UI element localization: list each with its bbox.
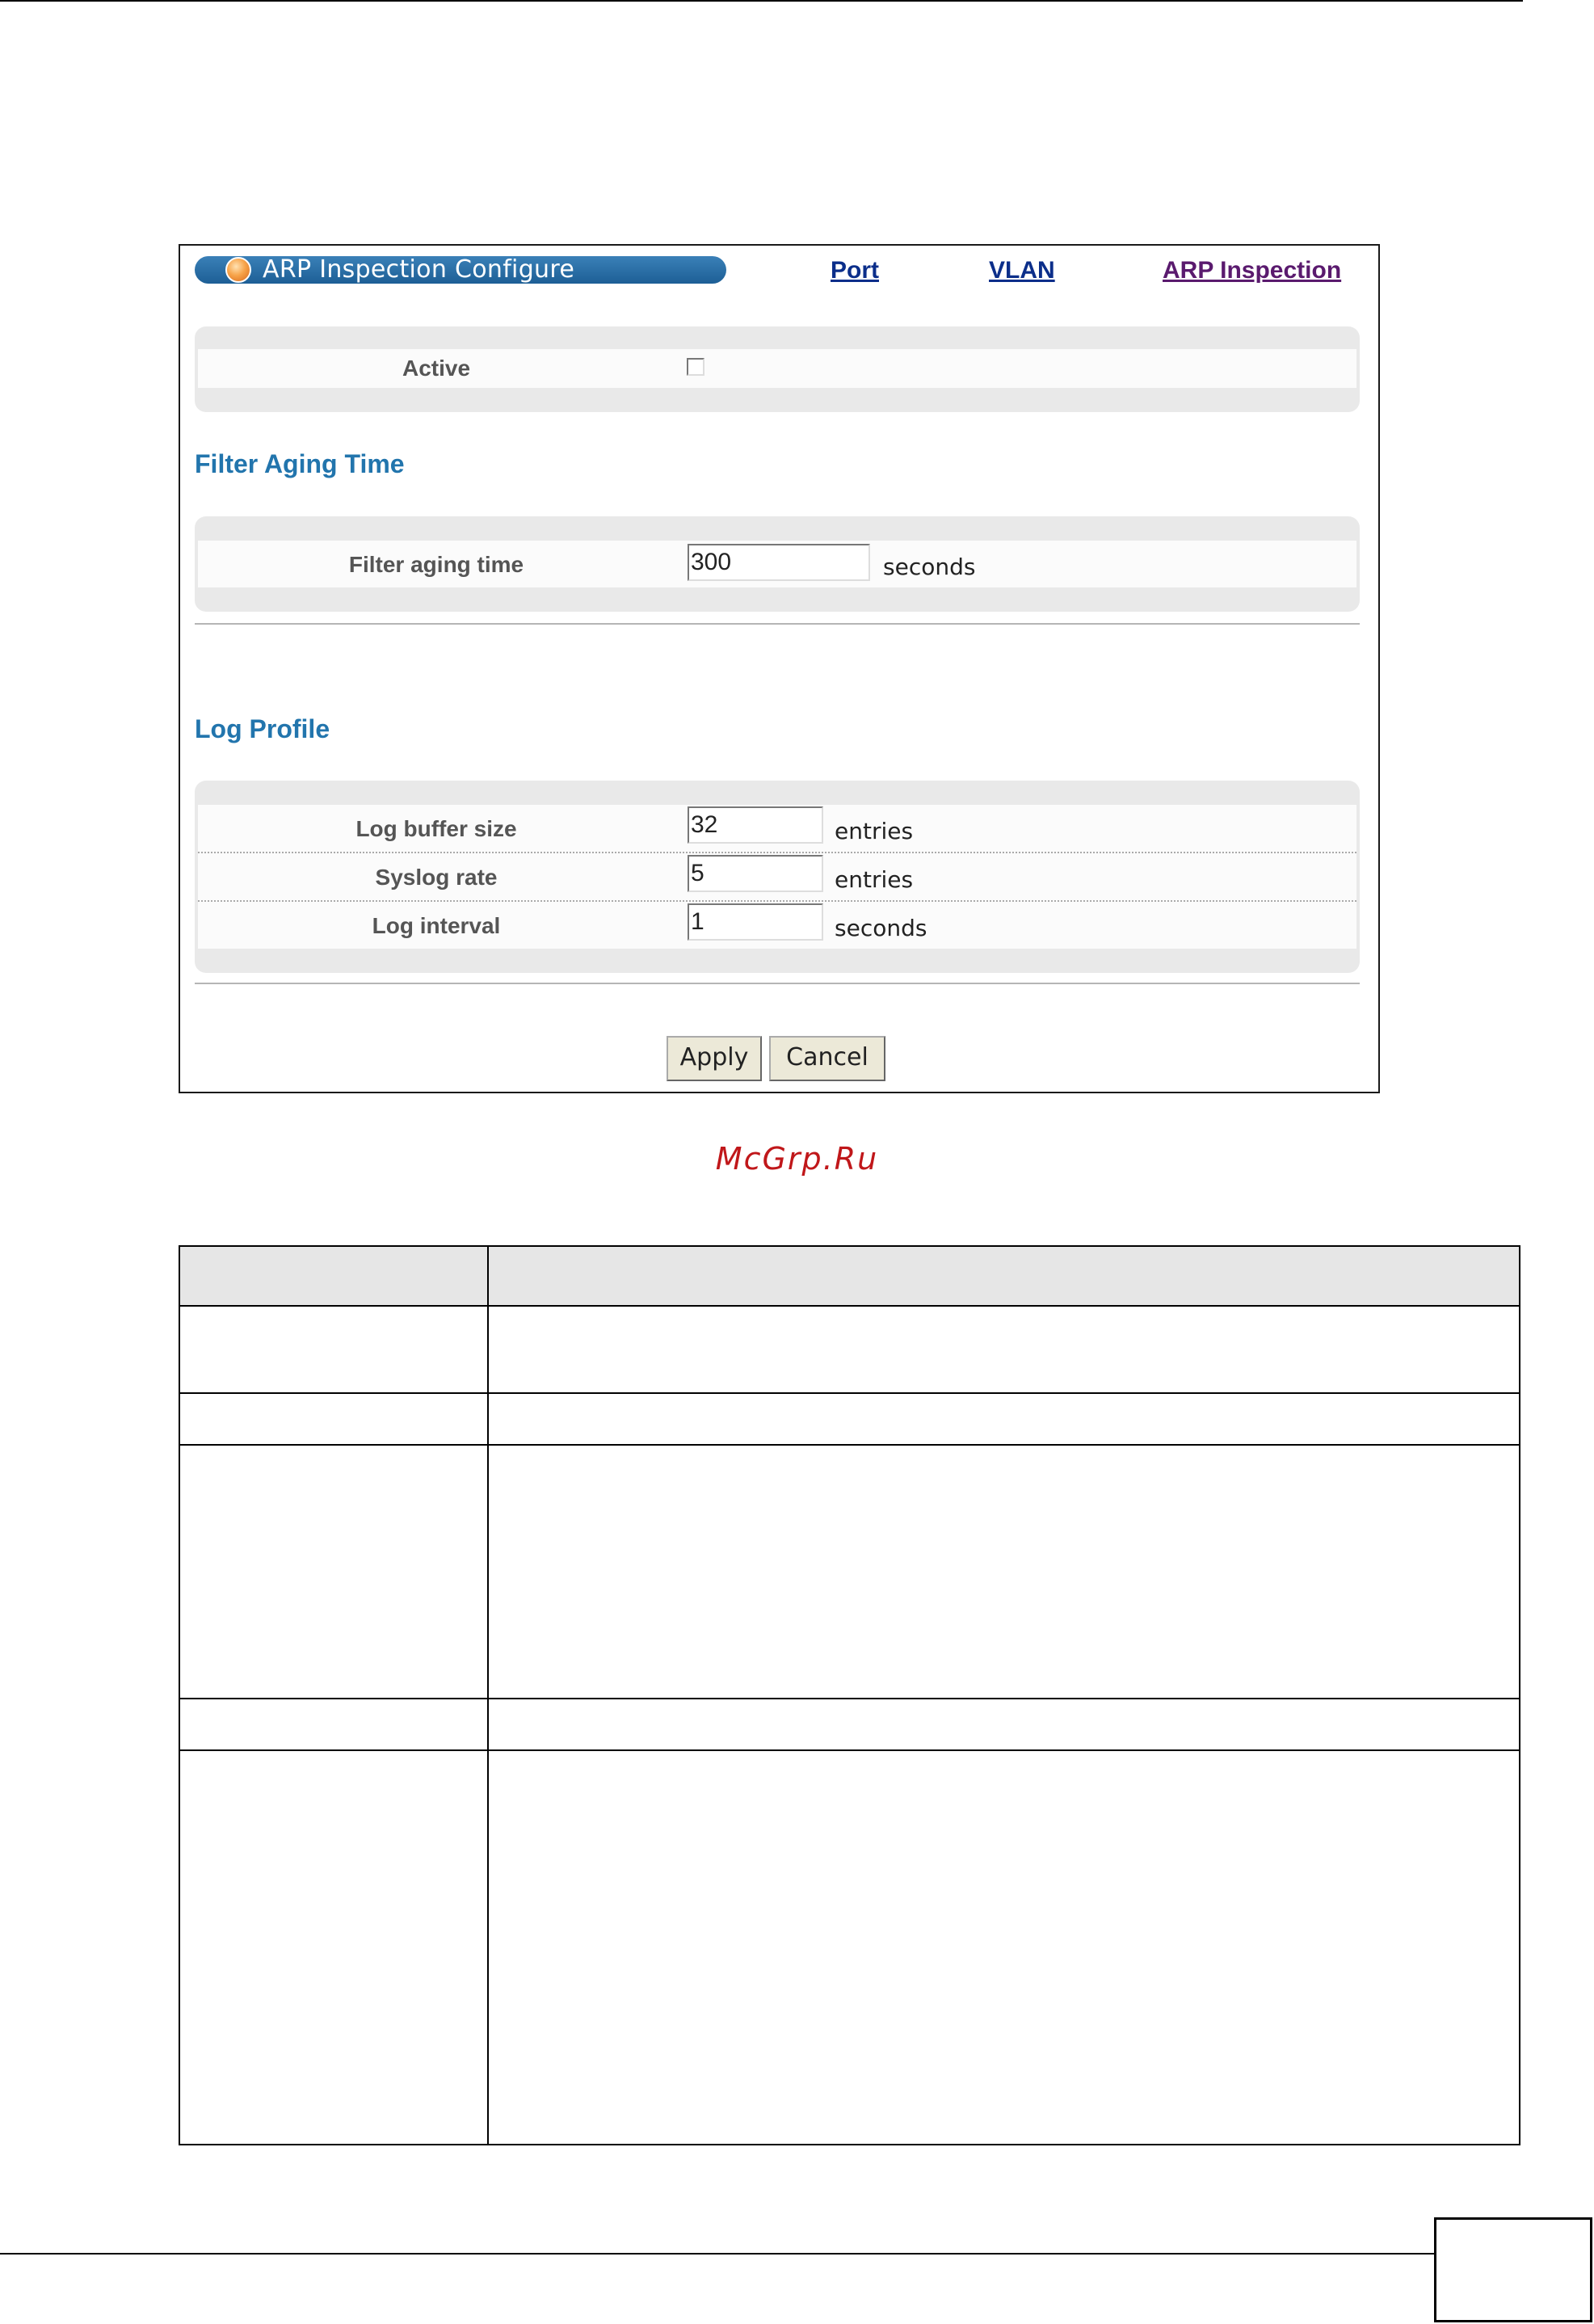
- syslog-rate-row: [198, 853, 1356, 902]
- active-row: [198, 349, 1356, 388]
- filter-aging-label: Filter aging time: [348, 552, 524, 577]
- page-number-box: [1434, 2217, 1592, 2322]
- log-profile-section-title: Log Profile: [195, 714, 330, 743]
- nav-link-port[interactable]: Port: [831, 257, 879, 284]
- log-interval-unit: seconds: [835, 915, 927, 941]
- page-title: ARP Inspection Configure: [263, 255, 575, 284]
- table-row: [179, 1699, 1520, 1750]
- nav-link-vlan[interactable]: VLAN: [989, 257, 1055, 284]
- orange-orb-icon: [225, 257, 251, 283]
- top-rule: [0, 0, 1523, 2]
- filter-aging-section-title: Filter Aging Time: [195, 449, 405, 478]
- table-header-cell: [488, 1246, 1520, 1306]
- table-row: [179, 1750, 1520, 2145]
- syslog-rate-input[interactable]: 5: [688, 855, 823, 892]
- log-buffer-row: [198, 805, 1356, 853]
- divider: [195, 623, 1360, 625]
- log-interval-row: [198, 902, 1356, 949]
- apply-button[interactable]: Apply: [667, 1036, 762, 1081]
- filter-aging-row: [198, 541, 1356, 587]
- active-panel: [195, 326, 1360, 412]
- filter-aging-panel: [195, 516, 1360, 612]
- arp-inspection-configure-screen: [179, 244, 1380, 1093]
- active-checkbox[interactable]: [687, 358, 704, 376]
- field-description-table: [179, 1245, 1520, 2145]
- filter-aging-unit: seconds: [883, 554, 976, 580]
- table-header-row: [179, 1246, 1520, 1306]
- divider: [195, 983, 1360, 984]
- log-buffer-unit: entries: [835, 818, 914, 844]
- log-profile-panel: [195, 781, 1360, 973]
- table-row: [179, 1445, 1520, 1699]
- log-buffer-input[interactable]: 32: [688, 806, 823, 844]
- log-interval-label: Log interval: [372, 913, 501, 938]
- footer-rule: [0, 2253, 1434, 2255]
- syslog-rate-unit: entries: [835, 866, 914, 893]
- nav-link-arp-inspection[interactable]: ARP Inspection: [1163, 257, 1342, 284]
- log-interval-input[interactable]: 1: [688, 903, 823, 941]
- table-row: [179, 1393, 1520, 1445]
- log-buffer-label: Log buffer size: [355, 816, 517, 841]
- table-header-cell: [179, 1246, 488, 1306]
- cancel-button[interactable]: Cancel: [769, 1036, 885, 1081]
- title-bar: [195, 256, 726, 284]
- watermark: McGrp.Ru: [715, 1141, 879, 1177]
- table-row: [179, 1306, 1520, 1393]
- filter-aging-input[interactable]: 300: [688, 544, 870, 581]
- syslog-rate-label: Syslog rate: [375, 865, 498, 890]
- active-label: Active: [402, 356, 471, 381]
